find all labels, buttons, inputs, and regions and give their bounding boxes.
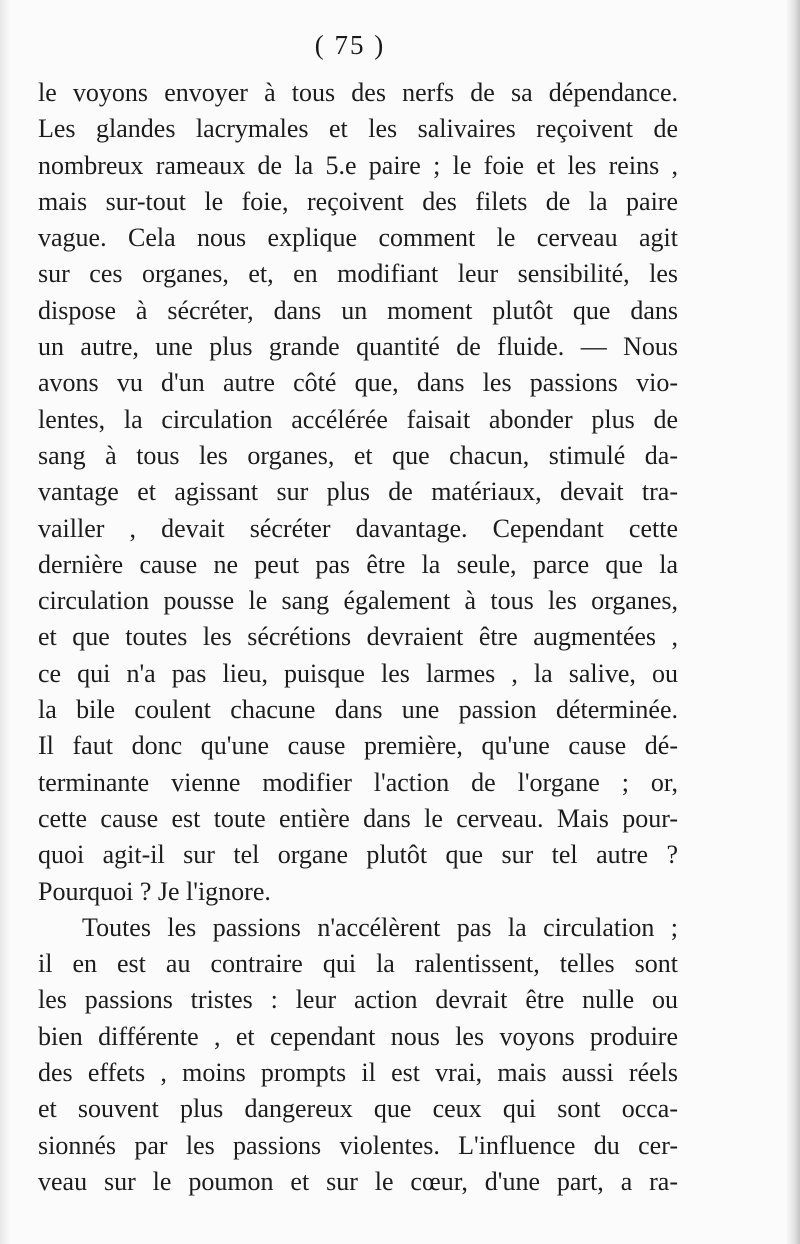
text-line: sur ces organes, et, en modifiant leur sensibilité, les (38, 259, 678, 289)
text-line: vailler , devait sécréter davantage. Cependant cette (38, 513, 678, 543)
text-line: lentes, la circulation accélérée faisait abonder plus de (38, 404, 678, 434)
body-text (38, 75, 678, 1200)
text-line: vague. Cela nous explique comment le cerveau agit (38, 223, 678, 253)
text-line: Il faut donc qu'une cause première, qu'une cause dé- (38, 731, 678, 761)
text-line: et souvent plus dangereux que ceux qui sont occa- (38, 1094, 678, 1124)
text-line: cette cause est toute entière dans le cerveau. Mais pour- (38, 803, 678, 833)
page-number: ( 75 ) (314, 30, 386, 60)
text-line: les passions tristes : leur action devrait être nulle ou (38, 985, 678, 1015)
text-line: sionnés par les passions violentes. L'influence du cer- (38, 1130, 678, 1160)
text-line: terminante vienne modifier l'action de l'organe ; or, (38, 767, 678, 797)
text-line: la bile coulent chacune dans une passion déterminée. (38, 695, 678, 725)
paragraph-end-line: Pourquoi ? Je l'ignore. (38, 876, 271, 906)
page-edge-shadow-left (0, 0, 10, 1244)
text-line: nombreux rameaux de la 5.e paire ; le foie et les reins , (38, 150, 678, 180)
text-line: Les glandes lacrymales et les salivaires reçoivent de (38, 114, 678, 144)
text-line: et que toutes les sécrétions devraient être augmentées , (38, 622, 678, 652)
text-line: mais sur-tout le foie, reçoivent des filets de la paire (38, 186, 678, 216)
text-line: dispose à sécréter, dans un moment plutôt que dans (38, 295, 678, 325)
text-line: ce qui n'a pas lieu, puisque les larmes , la salive, ou (38, 658, 678, 688)
text-line: bien différente , et cependant nous les voyons produire (38, 1021, 678, 1051)
text-line: sang à tous les organes, et que chacun, stimulé da- (38, 440, 678, 470)
paragraph-start-line: Toutes les passions n'accélèrent pas la circulation ; (82, 912, 678, 942)
text-line: des effets , moins prompts il est vrai, mais aussi réels (38, 1058, 678, 1088)
page-edge-shadow-right (786, 0, 800, 1244)
text-line: circulation pousse le sang également à tous les organes, (38, 586, 678, 616)
text-line: veau sur le poumon et sur le cœur, d'une part, a ra- (38, 1166, 678, 1196)
text-line: vantage et agissant sur plus de matériaux, devait tra- (38, 477, 678, 507)
text-line: avons vu d'un autre côté que, dans les passions vio- (38, 368, 678, 398)
text-line: dernière cause ne peut pas être la seule, parce que la (38, 549, 678, 579)
text-line: quoi agit-il sur tel organe plutôt que sur tel autre ? (38, 840, 678, 870)
text-line: il en est au contraire qui la ralentissent, telles sont (38, 949, 678, 979)
text-line: un autre, une plus grande quantité de fluide. — Nous (38, 332, 678, 362)
text-line: le voyons envoyer à tous des nerfs de sa dépendance. (38, 78, 678, 107)
